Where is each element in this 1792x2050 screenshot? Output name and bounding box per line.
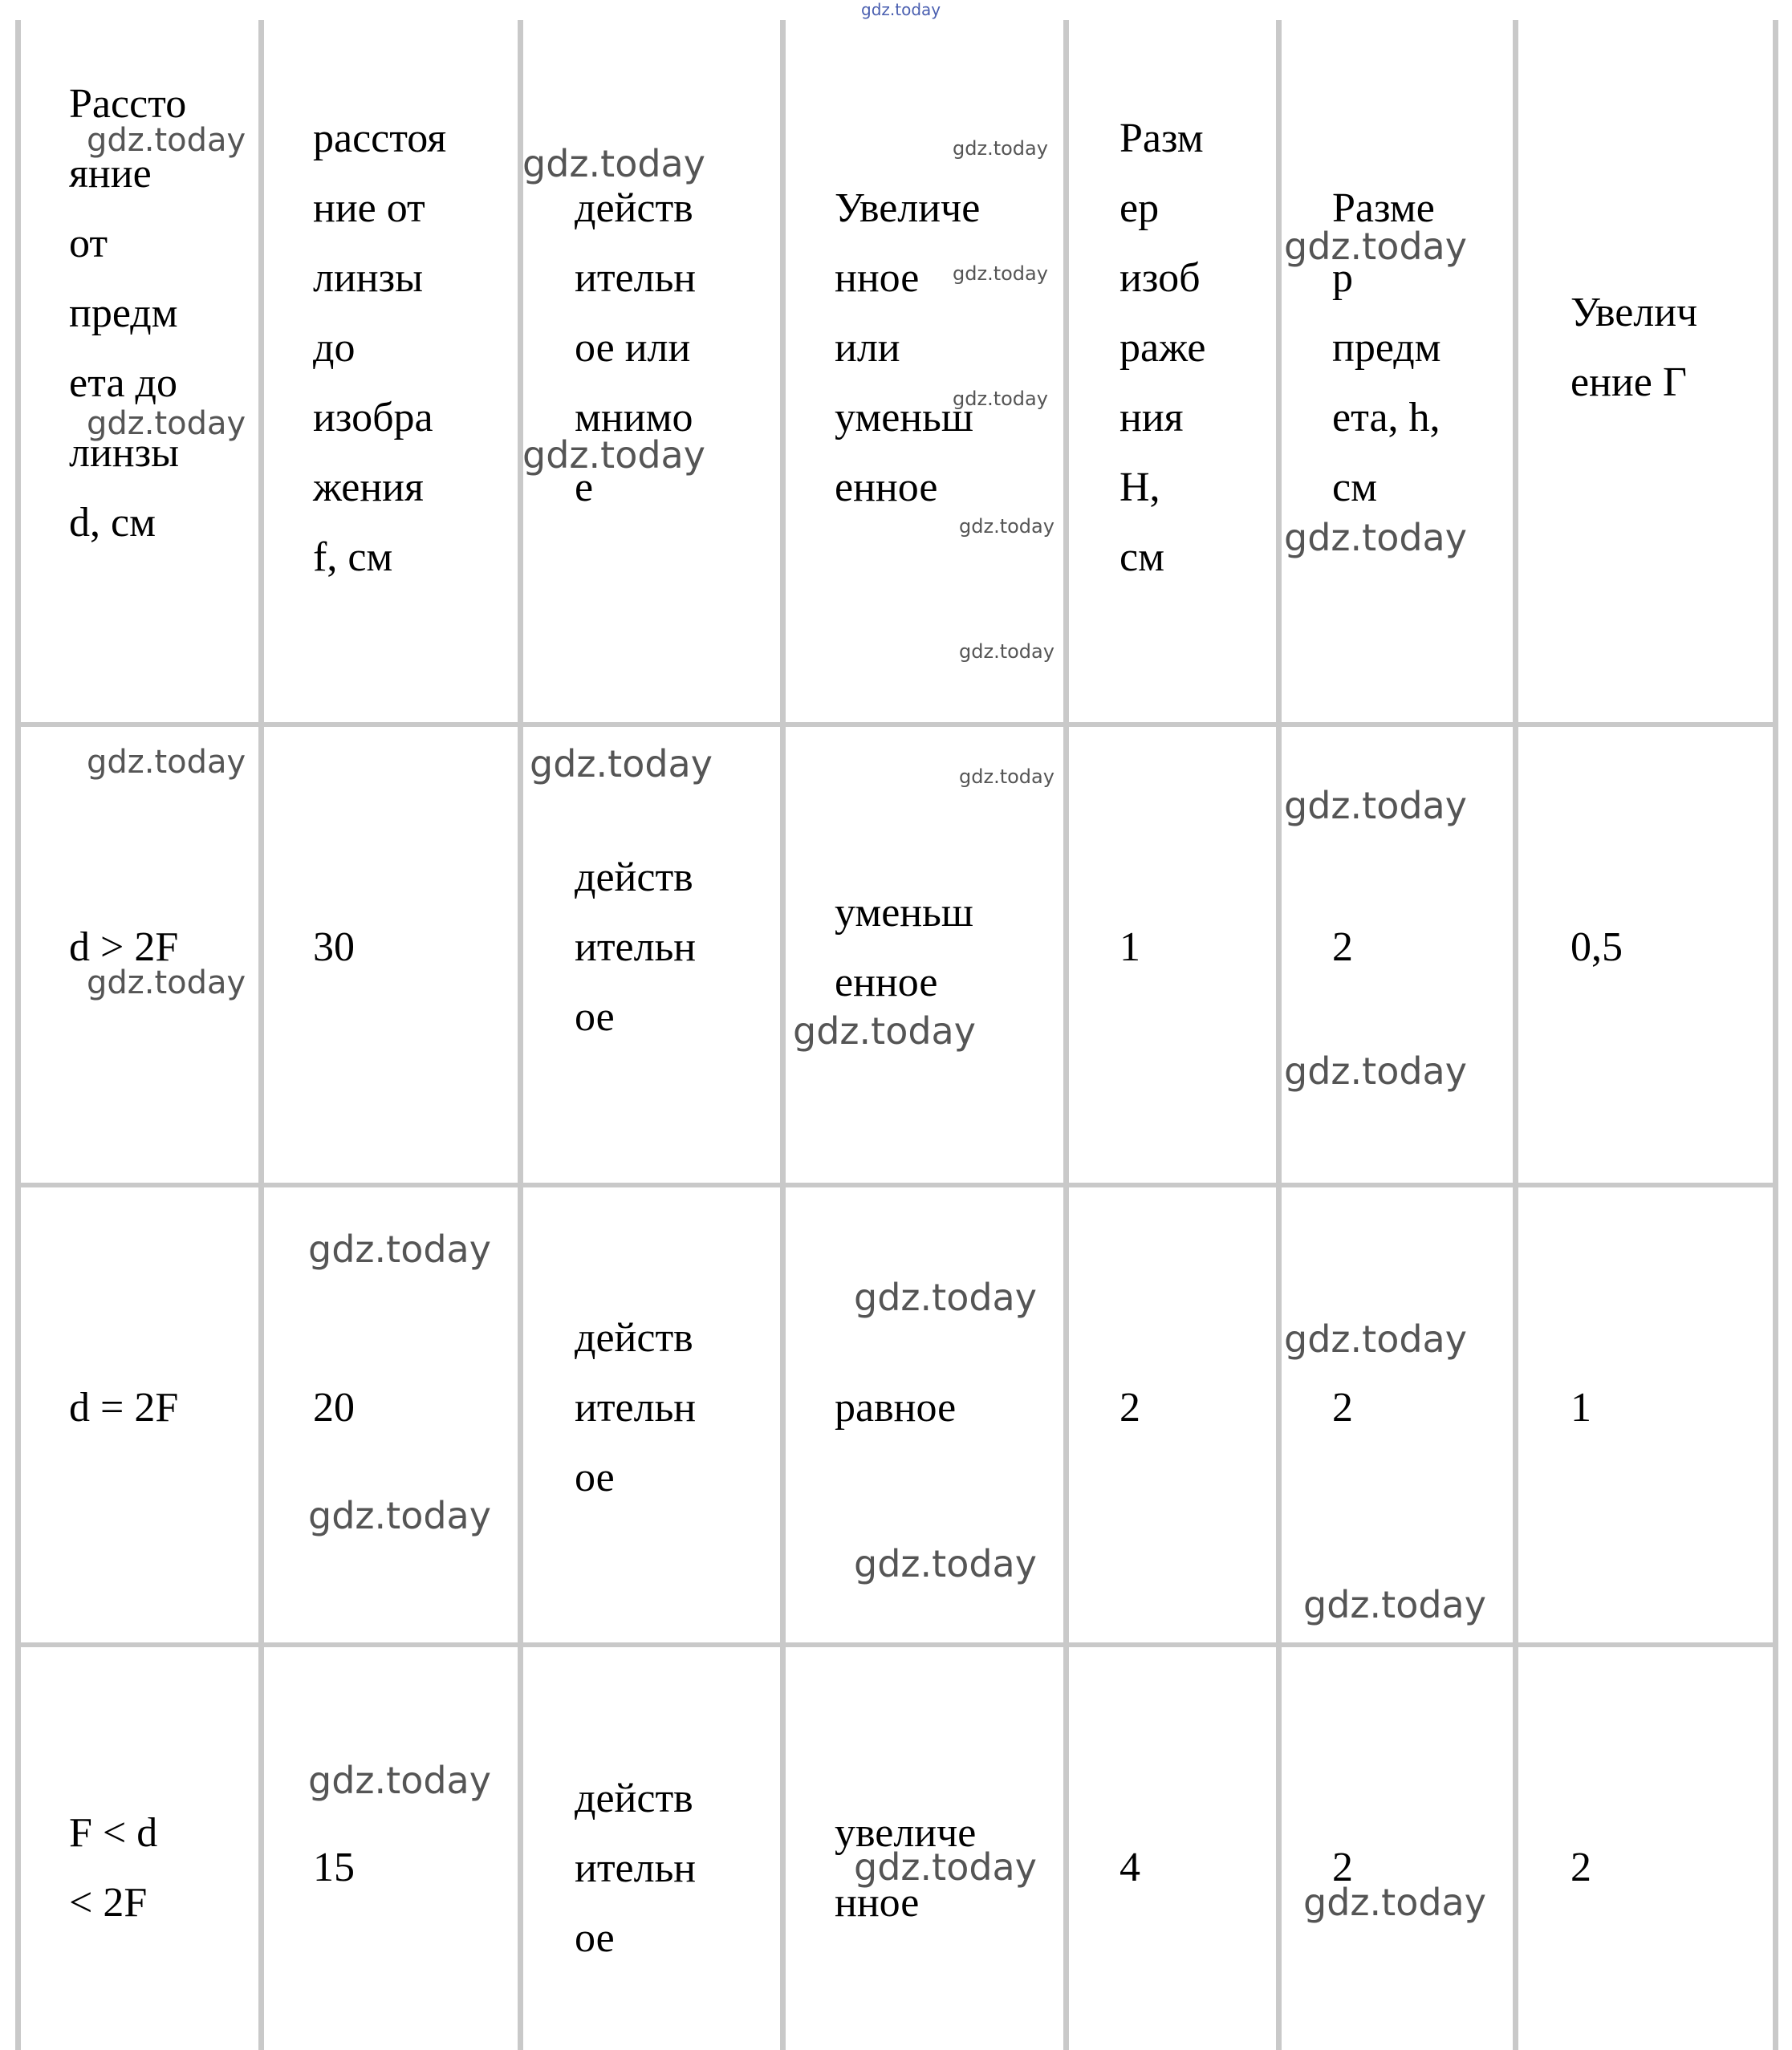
watermark: gdz.today bbox=[854, 1542, 1037, 1585]
row-divider bbox=[15, 1642, 1778, 1647]
watermark: gdz.today bbox=[308, 1494, 491, 1537]
watermark: gdz.today bbox=[1303, 1881, 1486, 1924]
column-divider bbox=[1513, 20, 1518, 2050]
header-image-size: Разм ер изоб раже ния H, см bbox=[1119, 116, 1206, 580]
row2-enlarged-or-reduced: равное bbox=[835, 1385, 957, 1431]
watermark: gdz.today bbox=[87, 122, 246, 159]
column-divider bbox=[1773, 20, 1778, 2050]
watermark: gdz.today bbox=[1284, 225, 1467, 268]
watermark: gdz.today bbox=[1284, 784, 1467, 827]
row2-magnification: 1 bbox=[1571, 1385, 1591, 1431]
header-object-size: Разме р предм ета, h, см bbox=[1332, 185, 1441, 510]
column-divider bbox=[518, 20, 523, 2050]
row-divider bbox=[15, 722, 1778, 727]
row3-image-size: 4 bbox=[1119, 1845, 1140, 1890]
watermark: gdz.today bbox=[953, 137, 1048, 160]
row-divider bbox=[15, 1183, 1778, 1187]
watermark: gdz.today bbox=[87, 405, 246, 442]
column-divider bbox=[258, 20, 264, 2050]
watermark: gdz.today bbox=[1284, 1317, 1467, 1361]
watermark: gdz.today bbox=[1284, 1049, 1467, 1093]
row1-distance-image: 30 bbox=[313, 924, 355, 970]
header-real-or-virtual: действ ительн ое или мнимо е bbox=[575, 185, 697, 510]
watermark: gdz.today bbox=[959, 515, 1054, 538]
watermark: gdz.today bbox=[953, 388, 1048, 410]
watermark: gdz.today bbox=[308, 1228, 491, 1271]
row1-object-size: 2 bbox=[1332, 924, 1353, 970]
header-magnification: Увелич ение Г bbox=[1571, 290, 1698, 405]
watermark: gdz.today bbox=[861, 0, 941, 19]
row2-condition: d = 2F bbox=[69, 1385, 179, 1431]
column-divider bbox=[1063, 20, 1069, 2050]
watermark: gdz.today bbox=[87, 964, 246, 1001]
watermark: gdz.today bbox=[959, 640, 1054, 663]
row1-real-or-virtual: действ ительн ое bbox=[575, 855, 697, 1040]
watermark: gdz.today bbox=[1284, 516, 1467, 559]
row1-enlarged-or-reduced: уменьш енное bbox=[835, 890, 973, 1005]
watermark: gdz.today bbox=[793, 1009, 976, 1053]
header-enlarged-or-reduced: Увеличе нное или уменьш енное bbox=[835, 185, 981, 510]
watermark: gdz.today bbox=[530, 742, 713, 785]
watermark: gdz.today bbox=[522, 433, 705, 477]
row3-magnification: 2 bbox=[1571, 1845, 1591, 1890]
row1-condition: d > 2F bbox=[69, 924, 179, 970]
row3-enlarged-or-reduced: увеличе нное bbox=[835, 1810, 977, 1926]
column-divider bbox=[15, 20, 21, 2050]
watermark: gdz.today bbox=[1303, 1583, 1486, 1626]
row2-distance-image: 20 bbox=[313, 1385, 355, 1431]
column-divider bbox=[780, 20, 786, 2050]
watermark: gdz.today bbox=[87, 744, 246, 781]
row2-image-size: 2 bbox=[1119, 1385, 1140, 1431]
watermark: gdz.today bbox=[854, 1845, 1037, 1889]
row2-real-or-virtual: действ ительн ое bbox=[575, 1315, 697, 1500]
column-divider bbox=[1276, 20, 1282, 2050]
row3-object-size: 2 bbox=[1332, 1845, 1353, 1890]
row3-condition: F < d < 2F bbox=[69, 1810, 158, 1926]
header-distance-object: Рассто яние от предм ета до линзы d, см bbox=[69, 81, 187, 546]
watermark: gdz.today bbox=[308, 1759, 491, 1802]
watermark: gdz.today bbox=[522, 142, 705, 185]
watermark: gdz.today bbox=[953, 262, 1048, 285]
row3-distance-image: 15 bbox=[313, 1845, 355, 1890]
row2-object-size: 2 bbox=[1332, 1385, 1353, 1431]
watermark: gdz.today bbox=[959, 765, 1054, 788]
watermark: gdz.today bbox=[854, 1276, 1037, 1319]
row3-real-or-virtual: действ ительн ое bbox=[575, 1776, 697, 1961]
row1-magnification: 0,5 bbox=[1571, 924, 1623, 970]
header-distance-image: расстоя ние от линзы до изобра жения f, см bbox=[313, 116, 447, 580]
row1-image-size: 1 bbox=[1119, 924, 1140, 970]
